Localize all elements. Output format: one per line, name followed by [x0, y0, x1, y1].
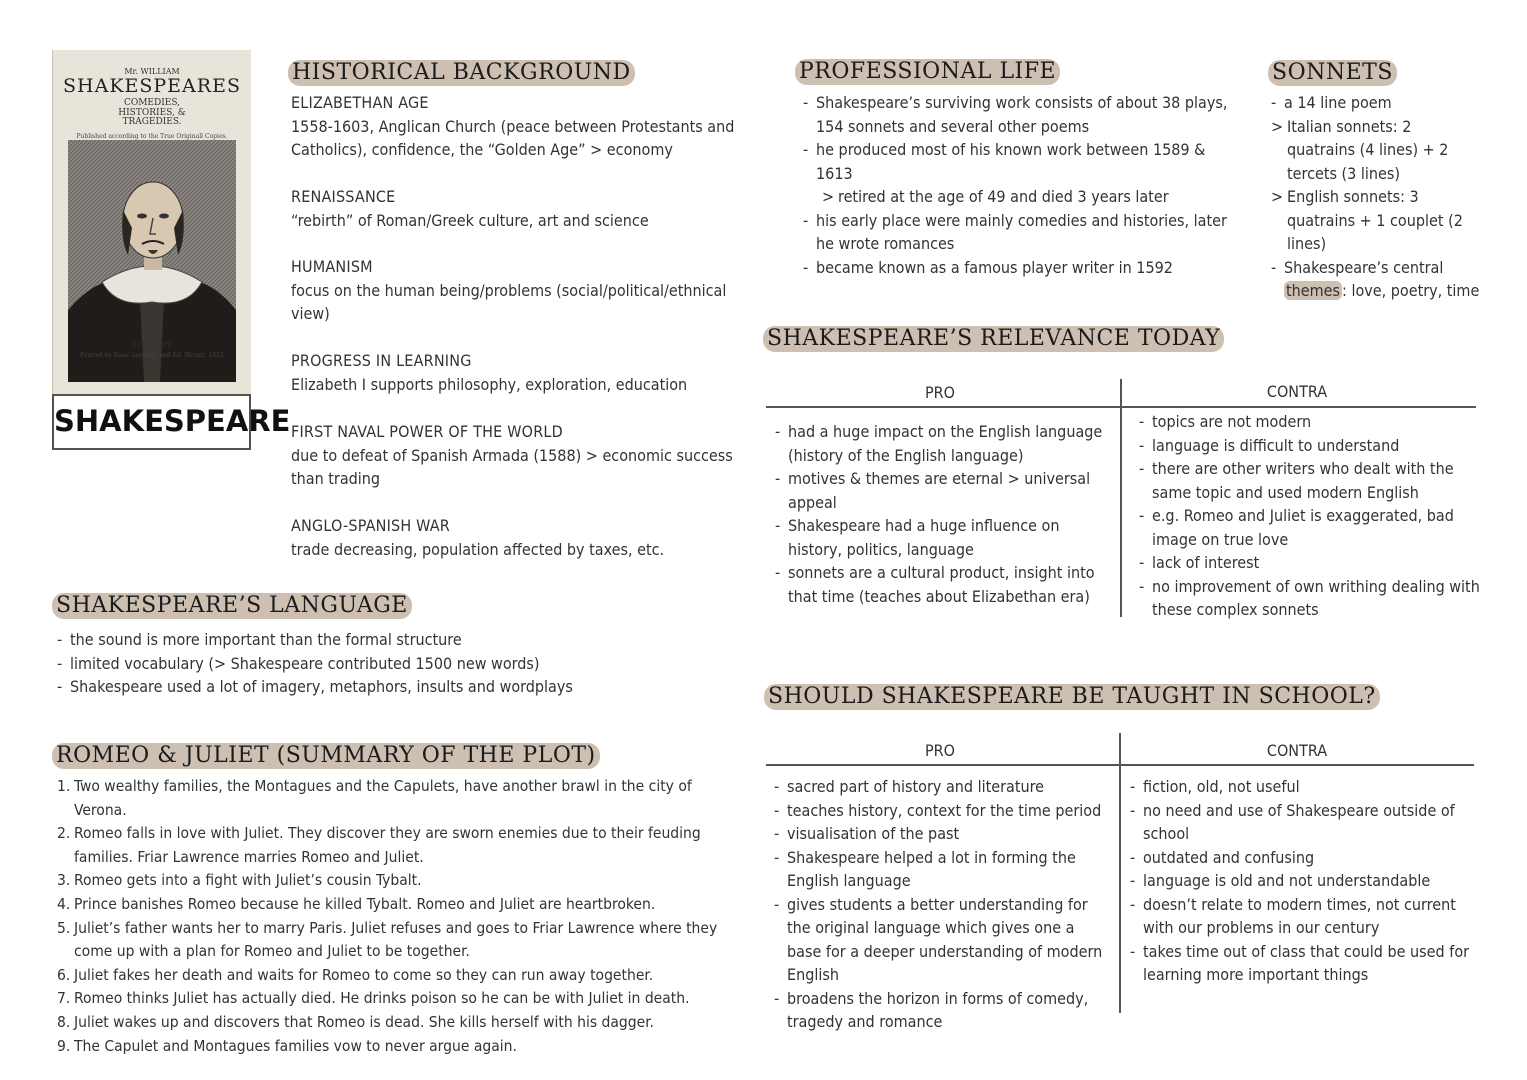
professional-life-list	[803, 91, 1228, 279]
central-themes-suffix: : love, poetry, time	[1342, 281, 1480, 300]
history-text: “rebirth” of Roman/Greek culture, art and science	[291, 210, 649, 230]
list-item: - the sound is more important than the formal structure	[57, 628, 677, 652]
plot-item-number: 2.	[57, 824, 71, 843]
list-item-text: he produced most of his known work between 1589 & 1613	[816, 140, 1206, 183]
cover-author-line: Mr. WILLIAM	[124, 67, 180, 76]
sonnets-heading: SONNETS	[1268, 60, 1397, 86]
history-text: 1558-1603, Anglican Church (peace between Protestants and Catholics), confidence, the “Golden Age” > economy	[291, 116, 735, 159]
plot-item-text: Juliet wakes up and discovers that Romeo is dead. She kills herself with his dagger.	[74, 1012, 654, 1031]
history-block	[291, 185, 741, 255]
school-pro-header: PRO	[924, 741, 955, 760]
professional-life-heading: PROFESSIONAL LIFE	[795, 59, 1060, 85]
list-item: - e.g. Romeo and Juliet is exaggerated, bad image on true love	[1139, 504, 1484, 551]
relevance-pro-header: PRO	[924, 383, 955, 402]
plot-item-number: 5.	[57, 918, 71, 937]
list-item: - outdated and confusing	[1130, 846, 1470, 870]
plot-item	[57, 987, 737, 1011]
history-text: focus on the human being/problems (social/political/ethnical view)	[291, 280, 727, 323]
list-item: > Italian sonnets: 2 quatrains (4 lines) + 2 tercets (3 lines)	[1271, 115, 1481, 186]
list-item: - Shakespeare’s surviving work consists of about 38 plays, 154 sonnets and several other poems	[803, 91, 1228, 138]
plot-item	[57, 869, 737, 893]
plot-item	[57, 822, 737, 869]
relevance-pro-list	[775, 420, 1117, 608]
plot-item-text: Romeo gets into a fight with Juliet’s cousin Tybalt.	[74, 871, 422, 890]
plot-item-number: 3.	[57, 871, 71, 890]
list-item: - takes time out of class that could be used for learning more important things	[1130, 940, 1470, 987]
plot-item-text: Two wealthy families, the Montagues and the Capulets, have another brawl in the city of Verona.	[74, 777, 692, 819]
plot-item	[57, 917, 737, 964]
list-item	[1271, 256, 1481, 303]
list-item: - teaches history, context for the time period	[774, 799, 1110, 823]
school-heading: SHOULD SHAKESPEARE BE TAUGHT IN SCHOOL?	[764, 684, 1380, 710]
plot-item-text: Juliet fakes her death and waits for Romeo to come so they can run away together.	[74, 965, 654, 984]
romeo-juliet-heading: ROMEO & JULIET (SUMMARY OF THE PLOT)	[52, 743, 600, 769]
history-title: ANGLO-SPANISH WAR	[291, 516, 450, 535]
school-contra-list	[1130, 775, 1470, 987]
historical-background-heading: HISTORICAL BACKGROUND	[288, 60, 635, 86]
list-item: > English sonnets: 3 quatrains + 1 couplet (2 lines)	[1271, 185, 1481, 256]
relevance-heading: SHAKESPEARE’S RELEVANCE TODAY	[763, 326, 1224, 352]
cover-city: LONDON	[132, 340, 172, 349]
history-title: ELIZABETHAN AGE	[291, 93, 429, 112]
history-block	[291, 514, 741, 561]
list-sub-item: > retired at the age of 49 and died 3 years later	[822, 185, 1228, 209]
plot-item	[57, 1011, 737, 1035]
table-column-divider	[1119, 733, 1121, 1013]
plot-item-number: 7.	[57, 989, 71, 1008]
list-item: - a 14 line poem	[1271, 91, 1481, 115]
relevance-contra-header: CONTRA	[1266, 382, 1328, 401]
cover-subtitle-2: HISTORIES, &	[118, 107, 186, 118]
history-text: due to defeat of Spanish Armada (1588) > economic success than trading	[291, 445, 733, 488]
plot-item	[57, 893, 737, 917]
cover-printer: Printed by Isaac Iaggard, and Ed. Blount. 1623	[80, 352, 224, 359]
list-item: - doesn’t relate to modern times, not current with our problems in our century	[1130, 893, 1470, 940]
history-block	[291, 91, 741, 185]
plot-item-number: 6.	[57, 965, 71, 984]
school-contra-header: CONTRA	[1266, 741, 1328, 760]
list-item: - no need and use of Shakespeare outside of school	[1130, 799, 1470, 846]
plot-item	[57, 1035, 737, 1059]
central-themes-prefix: Shakespeare’s central	[1284, 257, 1444, 277]
cover-subtitle-1: COMEDIES,	[123, 98, 181, 108]
list-item: - no improvement of own writhing dealing with these complex sonnets	[1139, 575, 1484, 622]
list-item: - gives students a better understanding for the original language which gives one a base for a deeper understanding of modern English	[774, 893, 1110, 987]
plot-item-text: Prince banishes Romeo because he killed Tybalt. Romeo and Juliet are heartbroken.	[74, 894, 656, 913]
history-title: RENAISSANCE	[291, 187, 396, 206]
plot-item-number: 4.	[57, 894, 71, 913]
list-item: - motives & themes are eternal > universal appeal	[775, 467, 1117, 514]
history-title: FIRST NAVAL POWER OF THE WORLD	[291, 422, 563, 441]
sonnets-section	[1271, 91, 1481, 303]
cover-subtitle-3: TRAGEDIES.	[122, 117, 182, 127]
list-item: - sonnets are a cultural product, insight into that time (teaches about Elizabethan era)	[775, 561, 1117, 608]
book-cover-image	[52, 50, 251, 394]
language-heading: SHAKESPEARE’S LANGUAGE	[52, 593, 412, 619]
relevance-contra-list	[1139, 410, 1484, 622]
list-item: - Shakespeare used a lot of imagery, metaphors, insults and wordplays	[57, 675, 677, 699]
plot-item-text: Juliet’s father wants her to marry Paris. Juliet refuses and goes to Friar Lawrence where they come up with a plan for Romeo and Juliet to be together.	[74, 918, 718, 961]
list-item: - limited vocabulary (> Shakespeare contributed 1500 new words)	[57, 652, 677, 676]
historical-background-section	[291, 91, 741, 561]
table-column-divider	[1120, 379, 1122, 617]
list-item: - lack of interest	[1139, 551, 1484, 575]
list-item: - topics are not modern	[1139, 410, 1484, 434]
list-item: - had a huge impact on the English language (history of the English language)	[775, 420, 1117, 467]
history-title: PROGRESS IN LEARNING	[291, 351, 472, 370]
list-item: - Shakespeare helped a lot in forming the English language	[774, 846, 1110, 893]
cover-title: SHAKESPEARES	[63, 75, 241, 97]
history-title: HUMANISM	[291, 257, 373, 276]
plot-item-text: The Capulet and Montagues families vow to never argue again.	[74, 1036, 517, 1055]
school-pro-list	[774, 775, 1110, 1034]
history-block	[291, 420, 741, 514]
plot-item-number: 1.	[57, 777, 71, 795]
list-item: - language is difficult to understand	[1139, 434, 1484, 458]
plot-item-text: Romeo falls in love with Juliet. They discover they are sworn enemies due to their feuding families. Friar Lawrence marries Romeo and Juliet.	[74, 824, 701, 866]
name-label: SHAKESPEARE	[52, 394, 251, 450]
language-list	[57, 628, 677, 699]
list-item: - his early place were mainly comedies and histories, later he wrote romances	[803, 209, 1228, 256]
plot-item-text: Romeo thinks Juliet has actually died. He drinks poison so he can be with Juliet in death.	[74, 989, 690, 1008]
list-item: - sacred part of history and literature	[774, 775, 1110, 799]
plot-summary-list	[57, 775, 737, 1058]
history-text: Elizabeth I supports philosophy, exploration, education	[291, 374, 688, 394]
list-item: - became known as a famous player writer in 1592	[803, 256, 1228, 280]
plot-item-number: 9.	[57, 1036, 71, 1055]
list-item: - visualisation of the past	[774, 822, 1110, 846]
list-item: - broadens the horizon in forms of comedy, tragedy and romance	[774, 987, 1110, 1034]
list-item: - there are other writers who dealt with the same topic and used modern English	[1139, 457, 1484, 504]
themes-highlight: themes	[1286, 281, 1341, 300]
plot-item-number: 8.	[57, 1012, 71, 1031]
cover-published: Published according to the True Originall Copies.	[76, 132, 228, 140]
list-item: - language is old and not understandable	[1130, 869, 1470, 893]
history-block	[291, 349, 741, 420]
plot-item	[57, 964, 737, 988]
plot-item	[57, 775, 737, 822]
list-item	[803, 138, 1228, 209]
history-block	[291, 255, 741, 349]
list-item: - Shakespeare had a huge influence on history, politics, language	[775, 514, 1117, 561]
list-item: - fiction, old, not useful	[1130, 775, 1470, 799]
history-text: trade decreasing, population affected by taxes, etc.	[291, 539, 665, 559]
